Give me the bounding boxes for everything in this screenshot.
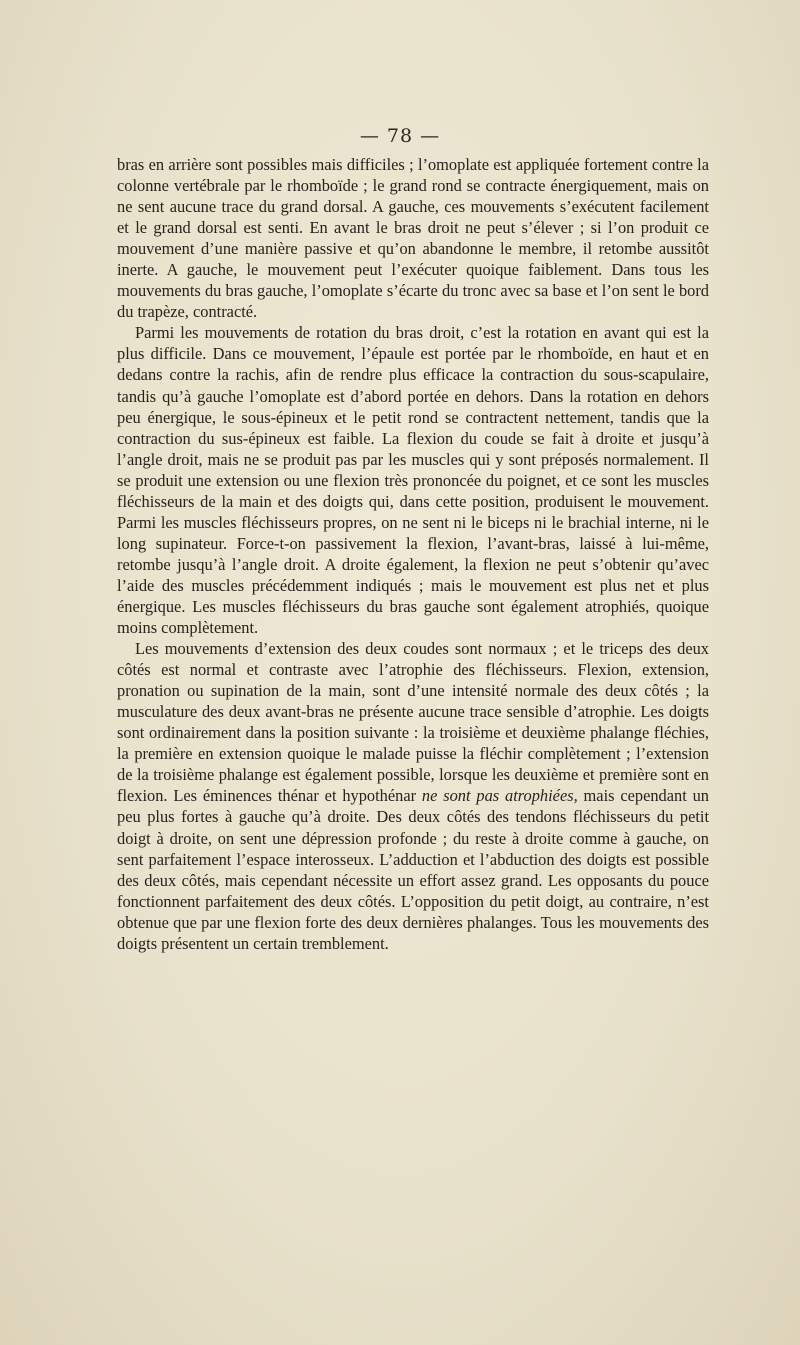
paragraph-3-italic-phrase: ne sont pas atrophiées, bbox=[421, 786, 578, 806]
paragraph-3 bbox=[117, 638, 709, 954]
paragraph-1 bbox=[117, 154, 709, 322]
page-number: — 78 — bbox=[359, 125, 441, 147]
body-text bbox=[117, 154, 709, 954]
paragraph-2-text: Parmi les mouvements de rotation du bras droit, c’est la rotation en avant qui est la plus difficile. Dans ce mouvement, l’épaule est portée par le rhomboïde, en haut et en dedans contre la rachis, afin de rendre plus efficace la contraction du sous-scapulaire, tandis qu’à gauche l’omoplate est d’abord portée en dehors. Dans la rotation en dehors peu énergique, le sous-épineux et le petit rond se contractent nettement, tandis que la contraction du sus-épineux est faible. La flexion du coude se fait à droite et jusqu’à l’angle droit, mais ne se produit pas par les muscles qui y sont préposés normalement. Il se produit une extension ou une flexion très prononcée du poignet, et ce sont les muscles fléchisseurs de la main et des doigts qui, dans cette position, produisent le mouvement. Parmi les muscles fléchisseurs propres, on ne sent ni le biceps ni le brachial interne, ni le long supinateur. Force-t-on passivement la flexion, l’avant-bras, laissé à lui-même, retombe jusqu’à l’angle droit. A droite également, la flexion ne peut s’obtenir qu’avec l’aide des muscles précédemment indiqués ; mais le mouvement est plus net et plus énergique. Les muscles fléchisseurs du bras gauche sont également atrophiés, quoique moins complètement. bbox=[117, 323, 709, 638]
paragraph-1-text: bras en arrière sont possibles mais difficiles ; l’omoplate est appliquée fortement contre la colonne vertébrale par le rhomboïde ; le grand rond se contracte énergiquement, mais on ne sent aucune trace du grand dorsal. A gauche, ces mouvements s’exécutent facilement et le grand dorsal est senti. En avant le bras droit ne peut s’élever ; si l’on produit ce mouvement d’une manière passive et qu’on abandonne le membre, il retombe aussitôt inerte. A gauche, le mouvement peut l’exécuter quoique faiblement. Dans tous les mouvements du bras gauche, l’omoplate s’écarte du tronc avec sa base et l’on sent le bord du trapèze, contracté. bbox=[117, 155, 709, 322]
paragraph-3-text-start: Les mouvements d’extension des deux coudes sont normaux ; et le triceps des deux côtés est normal et contraste avec l’atrophie des fléchisseurs. Flexion, extension, pronation ou supination de la main, sont d’une intensité normale des deux côtés ; la musculature des deux avant-bras ne présente aucune trace sensible d’atrophie. Les doigts sont ordinairement dans la position suivante : la troisième et deuxième phalange fléchies, la première en extension quoique le malade puisse la fléchir complètement ; l’extension de la troisième phalange est également possible, lorsque les deuxième et première sont en flexion. Les éminences thénar et hypothénar bbox=[117, 639, 709, 806]
paragraph-3-text-end: mais cependant un peu plus fortes à gauche qu’à droite. Des deux côtés des tendons fléchisseurs du petit doigt à droite, on sent une dépression profonde ; du reste à droite comme à gauche, on sent parfaitement l’espace interosseux. L’adduction et l’abduction des doigts est possible des deux côtés, mais cependant nécessite un effort assez grand. Les opposants du pouce fonctionnent parfaitement des deux côtés. L’opposition du petit doigt, au contraire, n’est obtenue que par une flexion forte des deux dernières phalanges. Tous les mouvements des doigts présentent un certain tremblement. bbox=[117, 786, 710, 953]
paragraph-2 bbox=[117, 322, 709, 638]
